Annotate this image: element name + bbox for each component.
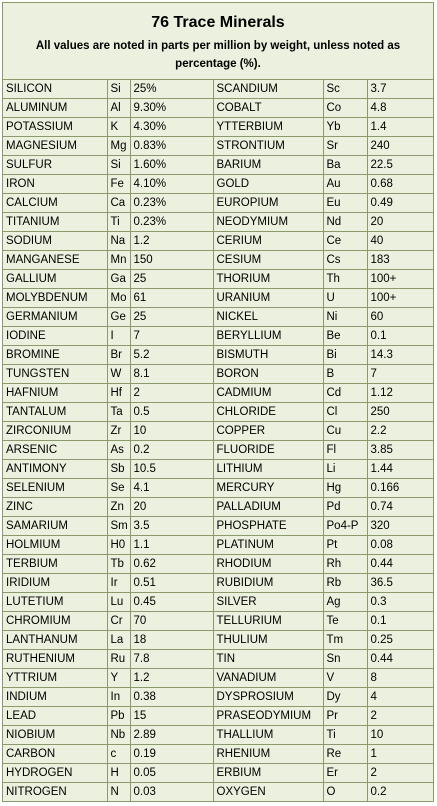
table-row bbox=[3, 707, 433, 726]
mineral-value-cell: 2 bbox=[367, 764, 433, 783]
table-row bbox=[3, 118, 433, 137]
mineral-name-cell: SELENIUM bbox=[3, 479, 107, 498]
mineral-name-cell: CESIUM bbox=[213, 251, 323, 270]
table-row bbox=[3, 460, 433, 479]
mineral-symbol-cell: Li bbox=[323, 460, 367, 479]
mineral-value-cell: 2 bbox=[367, 707, 433, 726]
table-row bbox=[3, 669, 433, 688]
mineral-symbol-cell: Eu bbox=[323, 194, 367, 213]
mineral-name-cell: TUNGSTEN bbox=[3, 365, 107, 384]
mineral-symbol-cell: Dy bbox=[323, 688, 367, 707]
table-row bbox=[3, 498, 433, 517]
mineral-value-cell: 0.2 bbox=[130, 441, 213, 460]
mineral-name-cell: PHOSPHATE bbox=[213, 517, 323, 536]
mineral-value-cell: 25 bbox=[130, 270, 213, 289]
mineral-value-cell: 0.45 bbox=[130, 593, 213, 612]
table-row bbox=[3, 631, 433, 650]
mineral-name-cell: THORIUM bbox=[213, 270, 323, 289]
mineral-value-cell: 3.85 bbox=[367, 441, 433, 460]
mineral-symbol-cell: Pr bbox=[323, 707, 367, 726]
table-row bbox=[3, 593, 433, 612]
mineral-value-cell: 250 bbox=[367, 403, 433, 422]
mineral-value-cell: 1.44 bbox=[367, 460, 433, 479]
mineral-name-cell: VANADIUM bbox=[213, 669, 323, 688]
table-row bbox=[3, 213, 433, 232]
table-row bbox=[3, 80, 433, 99]
mineral-value-cell: 7 bbox=[367, 365, 433, 384]
mineral-value-cell: 40 bbox=[367, 232, 433, 251]
mineral-name-cell: LEAD bbox=[3, 707, 107, 726]
mineral-symbol-cell: Ti bbox=[107, 213, 130, 232]
table-row bbox=[3, 99, 433, 118]
table-row bbox=[3, 251, 433, 270]
mineral-symbol-cell: Be bbox=[323, 327, 367, 346]
mineral-symbol-cell: Ni bbox=[323, 308, 367, 327]
mineral-symbol-cell: Fe bbox=[107, 175, 130, 194]
minerals-table bbox=[3, 80, 433, 801]
mineral-name-cell: TIN bbox=[213, 650, 323, 669]
mineral-value-cell: 7 bbox=[130, 327, 213, 346]
mineral-name-cell: ZIRCONIUM bbox=[3, 422, 107, 441]
mineral-value-cell: 5.2 bbox=[130, 346, 213, 365]
mineral-symbol-cell: Ge bbox=[107, 308, 130, 327]
mineral-name-cell: COBALT bbox=[213, 99, 323, 118]
mineral-value-cell: 0.49 bbox=[367, 194, 433, 213]
mineral-symbol-cell: I bbox=[107, 327, 130, 346]
mineral-symbol-cell: Y bbox=[107, 669, 130, 688]
mineral-symbol-cell: Sm bbox=[107, 517, 130, 536]
mineral-value-cell: 1.2 bbox=[130, 232, 213, 251]
mineral-value-cell: 10 bbox=[130, 422, 213, 441]
mineral-symbol-cell: Bi bbox=[323, 346, 367, 365]
mineral-value-cell: 4.30% bbox=[130, 118, 213, 137]
mineral-value-cell: 0.19 bbox=[130, 745, 213, 764]
mineral-name-cell: PRASEODYMIUM bbox=[213, 707, 323, 726]
mineral-value-cell: 0.25 bbox=[367, 631, 433, 650]
mineral-symbol-cell: B bbox=[323, 365, 367, 384]
mineral-value-cell: 0.51 bbox=[130, 574, 213, 593]
mineral-name-cell: COPPER bbox=[213, 422, 323, 441]
mineral-symbol-cell: Hf bbox=[107, 384, 130, 403]
mineral-value-cell: 0.3 bbox=[367, 593, 433, 612]
mineral-value-cell: 4 bbox=[367, 688, 433, 707]
mineral-name-cell: YTTERBIUM bbox=[213, 118, 323, 137]
mineral-name-cell: BORON bbox=[213, 365, 323, 384]
table-title: 76 Trace Minerals bbox=[151, 14, 285, 31]
mineral-name-cell: SODIUM bbox=[3, 232, 107, 251]
mineral-value-cell: 25% bbox=[130, 80, 213, 99]
mineral-name-cell: EUROPIUM bbox=[213, 194, 323, 213]
mineral-name-cell: RUTHENIUM bbox=[3, 650, 107, 669]
mineral-value-cell: 0.03 bbox=[130, 783, 213, 802]
mineral-name-cell: ZINC bbox=[3, 498, 107, 517]
mineral-value-cell: 61 bbox=[130, 289, 213, 308]
mineral-value-cell: 0.23% bbox=[130, 194, 213, 213]
mineral-name-cell: CADMIUM bbox=[213, 384, 323, 403]
mineral-symbol-cell: Au bbox=[323, 175, 367, 194]
mineral-value-cell: 3.5 bbox=[130, 517, 213, 536]
mineral-value-cell: 0.1 bbox=[367, 327, 433, 346]
mineral-symbol-cell: Ce bbox=[323, 232, 367, 251]
mineral-value-cell: 8.1 bbox=[130, 365, 213, 384]
mineral-name-cell: RHODIUM bbox=[213, 555, 323, 574]
mineral-symbol-cell: U bbox=[323, 289, 367, 308]
mineral-symbol-cell: K bbox=[107, 118, 130, 137]
mineral-name-cell: DYSPROSIUM bbox=[213, 688, 323, 707]
table-row bbox=[3, 555, 433, 574]
mineral-name-cell: SILICON bbox=[3, 80, 107, 99]
mineral-value-cell: 100+ bbox=[367, 289, 433, 308]
mineral-name-cell: TITANIUM bbox=[3, 213, 107, 232]
mineral-name-cell: BARIUM bbox=[213, 156, 323, 175]
mineral-name-cell: CALCIUM bbox=[3, 194, 107, 213]
mineral-value-cell: 18 bbox=[130, 631, 213, 650]
mineral-name-cell: BROMINE bbox=[3, 346, 107, 365]
table-row bbox=[3, 536, 433, 555]
mineral-value-cell: 320 bbox=[367, 517, 433, 536]
table-row bbox=[3, 346, 433, 365]
mineral-value-cell: 20 bbox=[367, 213, 433, 232]
mineral-name-cell: YTTRIUM bbox=[3, 669, 107, 688]
table-row bbox=[3, 688, 433, 707]
mineral-name-cell: GERMANIUM bbox=[3, 308, 107, 327]
mineral-symbol-cell: Ta bbox=[107, 403, 130, 422]
mineral-symbol-cell: Se bbox=[107, 479, 130, 498]
table-row bbox=[3, 479, 433, 498]
mineral-symbol-cell: Mo bbox=[107, 289, 130, 308]
mineral-name-cell: OXYGEN bbox=[213, 783, 323, 802]
mineral-value-cell: 0.44 bbox=[367, 555, 433, 574]
mineral-name-cell: BISMUTH bbox=[213, 346, 323, 365]
mineral-value-cell: 1.4 bbox=[367, 118, 433, 137]
mineral-name-cell: HOLMIUM bbox=[3, 536, 107, 555]
mineral-symbol-cell: Cl bbox=[323, 403, 367, 422]
mineral-value-cell: 1.60% bbox=[130, 156, 213, 175]
mineral-symbol-cell: Ru bbox=[107, 650, 130, 669]
mineral-symbol-cell: Si bbox=[107, 156, 130, 175]
mineral-symbol-cell: Nb bbox=[107, 726, 130, 745]
mineral-name-cell: IRIDIUM bbox=[3, 574, 107, 593]
mineral-symbol-cell: Th bbox=[323, 270, 367, 289]
mineral-name-cell: CHROMIUM bbox=[3, 612, 107, 631]
mineral-name-cell: SULFUR bbox=[3, 156, 107, 175]
mineral-symbol-cell: Al bbox=[107, 99, 130, 118]
mineral-name-cell: NIOBIUM bbox=[3, 726, 107, 745]
mineral-value-cell: 9.30% bbox=[130, 99, 213, 118]
mineral-value-cell: 100+ bbox=[367, 270, 433, 289]
table-row bbox=[3, 441, 433, 460]
mineral-name-cell: INDIUM bbox=[3, 688, 107, 707]
mineral-name-cell: THALLIUM bbox=[213, 726, 323, 745]
mineral-value-cell: 15 bbox=[130, 707, 213, 726]
mineral-value-cell: 1.1 bbox=[130, 536, 213, 555]
table-row bbox=[3, 327, 433, 346]
mineral-symbol-cell: H bbox=[107, 764, 130, 783]
mineral-value-cell: 10 bbox=[367, 726, 433, 745]
mineral-symbol-cell: Po4-P bbox=[323, 517, 367, 536]
mineral-symbol-cell: Ir bbox=[107, 574, 130, 593]
mineral-name-cell: POTASSIUM bbox=[3, 118, 107, 137]
table-row bbox=[3, 156, 433, 175]
mineral-name-cell: THULIUM bbox=[213, 631, 323, 650]
mineral-symbol-cell: Ti bbox=[323, 726, 367, 745]
table-row bbox=[3, 384, 433, 403]
mineral-name-cell: LUTETIUM bbox=[3, 593, 107, 612]
mineral-name-cell: NITROGEN bbox=[3, 783, 107, 802]
table-row bbox=[3, 308, 433, 327]
mineral-symbol-cell: Sr bbox=[323, 137, 367, 156]
mineral-symbol-cell: Fl bbox=[323, 441, 367, 460]
mineral-name-cell: STRONTIUM bbox=[213, 137, 323, 156]
mineral-value-cell: 0.68 bbox=[367, 175, 433, 194]
mineral-value-cell: 70 bbox=[130, 612, 213, 631]
mineral-value-cell: 60 bbox=[367, 308, 433, 327]
table-row bbox=[3, 289, 433, 308]
mineral-name-cell: TERBIUM bbox=[3, 555, 107, 574]
mineral-name-cell: MERCURY bbox=[213, 479, 323, 498]
mineral-name-cell: CERIUM bbox=[213, 232, 323, 251]
mineral-value-cell: 0.5 bbox=[130, 403, 213, 422]
mineral-name-cell: IODINE bbox=[3, 327, 107, 346]
mineral-symbol-cell: Sn bbox=[323, 650, 367, 669]
mineral-name-cell: TELLURIUM bbox=[213, 612, 323, 631]
mineral-symbol-cell: Rb bbox=[323, 574, 367, 593]
mineral-name-cell: LANTHANUM bbox=[3, 631, 107, 650]
mineral-value-cell: 1 bbox=[367, 745, 433, 764]
mineral-symbol-cell: Er bbox=[323, 764, 367, 783]
mineral-value-cell: 8 bbox=[367, 669, 433, 688]
mineral-symbol-cell: H0 bbox=[107, 536, 130, 555]
mineral-symbol-cell: Br bbox=[107, 346, 130, 365]
mineral-name-cell: HAFNIUM bbox=[3, 384, 107, 403]
table-row bbox=[3, 650, 433, 669]
mineral-symbol-cell: O bbox=[323, 783, 367, 802]
mineral-name-cell: SILVER bbox=[213, 593, 323, 612]
mineral-symbol-cell: Mg bbox=[107, 137, 130, 156]
mineral-symbol-cell: Ca bbox=[107, 194, 130, 213]
mineral-name-cell: TANTALUM bbox=[3, 403, 107, 422]
mineral-value-cell: 0.44 bbox=[367, 650, 433, 669]
mineral-value-cell: 3.7 bbox=[367, 80, 433, 99]
mineral-symbol-cell: Ba bbox=[323, 156, 367, 175]
mineral-value-cell: 0.08 bbox=[367, 536, 433, 555]
mineral-value-cell: 36.5 bbox=[367, 574, 433, 593]
mineral-symbol-cell: Co bbox=[323, 99, 367, 118]
mineral-name-cell: NEODYMIUM bbox=[213, 213, 323, 232]
minerals-table-body bbox=[3, 80, 433, 801]
mineral-symbol-cell: Yb bbox=[323, 118, 367, 137]
mineral-symbol-cell: Ag bbox=[323, 593, 367, 612]
mineral-name-cell: RUBIDIUM bbox=[213, 574, 323, 593]
table-row bbox=[3, 232, 433, 251]
mineral-symbol-cell: Zr bbox=[107, 422, 130, 441]
table-row bbox=[3, 745, 433, 764]
mineral-symbol-cell: Sc bbox=[323, 80, 367, 99]
mineral-name-cell: PLATINUM bbox=[213, 536, 323, 555]
mineral-name-cell: CARBON bbox=[3, 745, 107, 764]
mineral-name-cell: GOLD bbox=[213, 175, 323, 194]
mineral-value-cell: 183 bbox=[367, 251, 433, 270]
mineral-value-cell: 22.5 bbox=[367, 156, 433, 175]
mineral-name-cell: BERYLLIUM bbox=[213, 327, 323, 346]
table-row bbox=[3, 270, 433, 289]
mineral-symbol-cell: Si bbox=[107, 80, 130, 99]
mineral-name-cell: MOLYBDENUM bbox=[3, 289, 107, 308]
mineral-name-cell: ANTIMONY bbox=[3, 460, 107, 479]
mineral-symbol-cell: c bbox=[107, 745, 130, 764]
table-subtitle: All values are noted in parts per million by weight, unless noted as percentage (%). bbox=[35, 40, 401, 70]
minerals-sheet bbox=[2, 2, 434, 802]
mineral-value-cell: 150 bbox=[130, 251, 213, 270]
table-row bbox=[3, 137, 433, 156]
mineral-value-cell: 2.2 bbox=[367, 422, 433, 441]
mineral-name-cell: MANGANESE bbox=[3, 251, 107, 270]
mineral-name-cell: FLUORIDE bbox=[213, 441, 323, 460]
mineral-symbol-cell: Zn bbox=[107, 498, 130, 517]
mineral-symbol-cell: Tm bbox=[323, 631, 367, 650]
mineral-name-cell: URANIUM bbox=[213, 289, 323, 308]
mineral-name-cell: RHENIUM bbox=[213, 745, 323, 764]
mineral-value-cell: 0.62 bbox=[130, 555, 213, 574]
mineral-symbol-cell: Cd bbox=[323, 384, 367, 403]
mineral-value-cell: 0.166 bbox=[367, 479, 433, 498]
table-row bbox=[3, 764, 433, 783]
mineral-symbol-cell: Nd bbox=[323, 213, 367, 232]
mineral-symbol-cell: Lu bbox=[107, 593, 130, 612]
mineral-name-cell: ERBIUM bbox=[213, 764, 323, 783]
mineral-value-cell: 0.1 bbox=[367, 612, 433, 631]
table-row bbox=[3, 422, 433, 441]
mineral-name-cell: NICKEL bbox=[213, 308, 323, 327]
mineral-value-cell: 1.12 bbox=[367, 384, 433, 403]
mineral-value-cell: 240 bbox=[367, 137, 433, 156]
mineral-name-cell: MAGNESIUM bbox=[3, 137, 107, 156]
mineral-value-cell: 10.5 bbox=[130, 460, 213, 479]
mineral-value-cell: 2.89 bbox=[130, 726, 213, 745]
mineral-value-cell: 25 bbox=[130, 308, 213, 327]
mineral-symbol-cell: La bbox=[107, 631, 130, 650]
mineral-value-cell: 0.83% bbox=[130, 137, 213, 156]
mineral-symbol-cell: Na bbox=[107, 232, 130, 251]
table-row bbox=[3, 517, 433, 536]
mineral-value-cell: 0.38 bbox=[130, 688, 213, 707]
mineral-symbol-cell: In bbox=[107, 688, 130, 707]
table-row bbox=[3, 574, 433, 593]
mineral-symbol-cell: Ga bbox=[107, 270, 130, 289]
mineral-symbol-cell: Tb bbox=[107, 555, 130, 574]
mineral-value-cell: 4.8 bbox=[367, 99, 433, 118]
mineral-symbol-cell: Te bbox=[323, 612, 367, 631]
table-row bbox=[3, 726, 433, 745]
mineral-symbol-cell: V bbox=[323, 669, 367, 688]
mineral-name-cell: ARSENIC bbox=[3, 441, 107, 460]
table-row bbox=[3, 612, 433, 631]
mineral-symbol-cell: Cs bbox=[323, 251, 367, 270]
mineral-value-cell: 0.23% bbox=[130, 213, 213, 232]
mineral-name-cell: SCANDIUM bbox=[213, 80, 323, 99]
mineral-symbol-cell: Pt bbox=[323, 536, 367, 555]
mineral-symbol-cell: Cu bbox=[323, 422, 367, 441]
mineral-symbol-cell: W bbox=[107, 365, 130, 384]
mineral-symbol-cell: Re bbox=[323, 745, 367, 764]
mineral-symbol-cell: N bbox=[107, 783, 130, 802]
mineral-name-cell: IRON bbox=[3, 175, 107, 194]
mineral-symbol-cell: Cr bbox=[107, 612, 130, 631]
table-row bbox=[3, 175, 433, 194]
mineral-symbol-cell: Pb bbox=[107, 707, 130, 726]
mineral-name-cell: LITHIUM bbox=[213, 460, 323, 479]
mineral-value-cell: 14.3 bbox=[367, 346, 433, 365]
mineral-value-cell: 7.8 bbox=[130, 650, 213, 669]
mineral-name-cell: SAMARIUM bbox=[3, 517, 107, 536]
mineral-value-cell: 4.1 bbox=[130, 479, 213, 498]
mineral-value-cell: 4.10% bbox=[130, 175, 213, 194]
mineral-symbol-cell: Hg bbox=[323, 479, 367, 498]
mineral-symbol-cell: Rh bbox=[323, 555, 367, 574]
mineral-symbol-cell: Pd bbox=[323, 498, 367, 517]
mineral-value-cell: 0.74 bbox=[367, 498, 433, 517]
mineral-name-cell: PALLADIUM bbox=[213, 498, 323, 517]
mineral-value-cell: 1.2 bbox=[130, 669, 213, 688]
table-header bbox=[3, 3, 433, 80]
mineral-symbol-cell: Sb bbox=[107, 460, 130, 479]
table-row bbox=[3, 194, 433, 213]
mineral-name-cell: ALUMINUM bbox=[3, 99, 107, 118]
mineral-symbol-cell: Mn bbox=[107, 251, 130, 270]
mineral-value-cell: 0.05 bbox=[130, 764, 213, 783]
table-row bbox=[3, 365, 433, 384]
mineral-name-cell: CHLORIDE bbox=[213, 403, 323, 422]
mineral-value-cell: 0.2 bbox=[367, 783, 433, 802]
mineral-name-cell: HYDROGEN bbox=[3, 764, 107, 783]
mineral-name-cell: GALLIUM bbox=[3, 270, 107, 289]
mineral-value-cell: 20 bbox=[130, 498, 213, 517]
mineral-symbol-cell: As bbox=[107, 441, 130, 460]
table-row bbox=[3, 783, 433, 802]
table-row bbox=[3, 403, 433, 422]
mineral-value-cell: 2 bbox=[130, 384, 213, 403]
